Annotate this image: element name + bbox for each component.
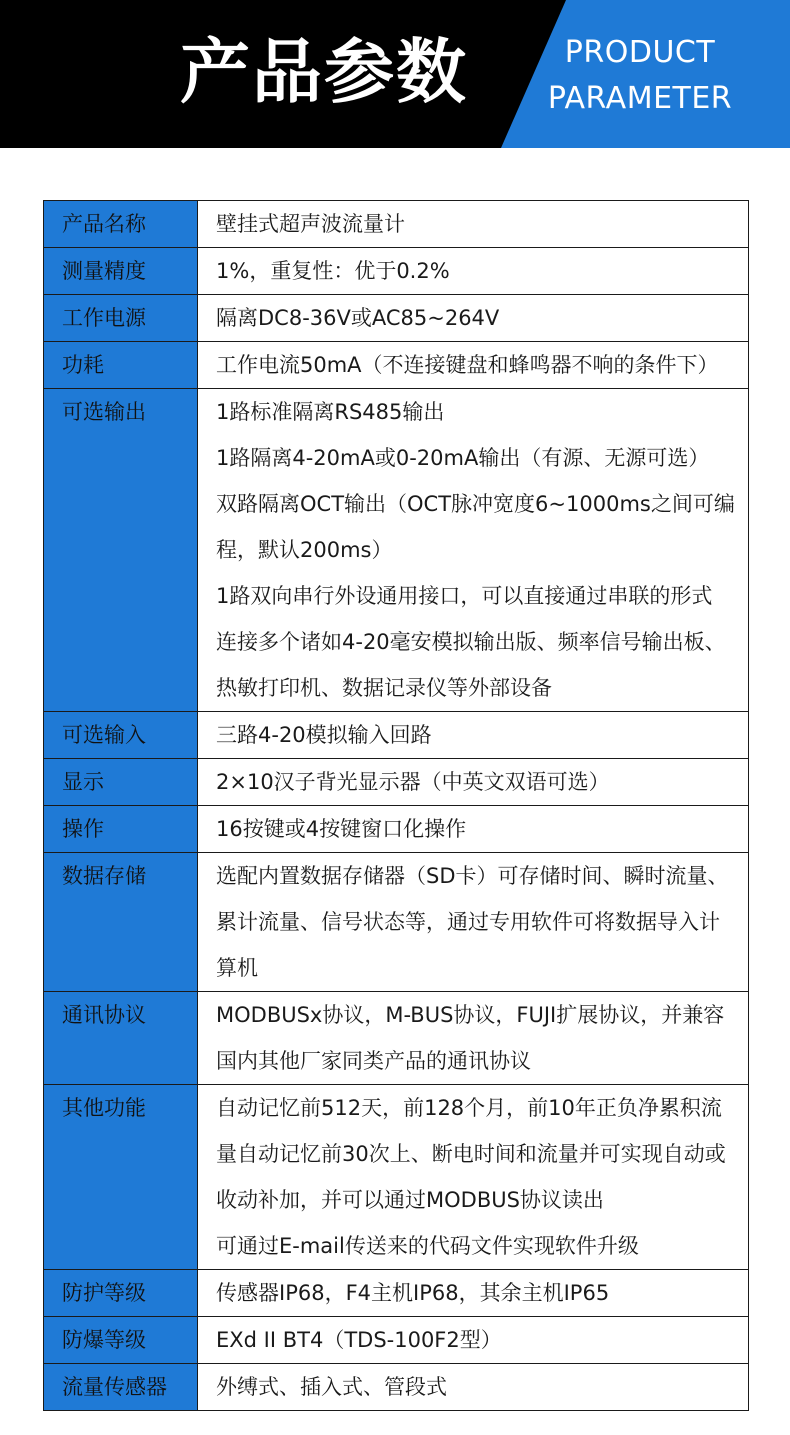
row-label: 工作电源 — [44, 295, 198, 342]
table-row — [44, 1364, 749, 1411]
row-value — [198, 853, 749, 992]
title-en-line-2: PARAMETER — [547, 81, 733, 116]
value-line: 累计流量、信号状态等，通过专用软件可将数据导入计 — [216, 910, 720, 934]
value-line: 工作电流50mA（不连接键盘和蜂鸣器不响的条件下） — [216, 353, 719, 377]
value-line: 可通过E-mail传送来的代码文件实现软件升级 — [216, 1234, 639, 1258]
table-row — [44, 712, 749, 759]
table-row — [44, 853, 749, 992]
value-line: 量自动记忆前30次上、断电时间和流量并可实现自动或 — [216, 1142, 726, 1166]
row-label: 其他功能 — [44, 1085, 198, 1270]
row-value — [198, 201, 749, 248]
row-value — [198, 992, 749, 1085]
value-line: 1%，重复性：优于0.2% — [216, 259, 450, 283]
row-value — [198, 759, 749, 806]
table-row — [44, 1085, 749, 1270]
row-label: 测量精度 — [44, 248, 198, 295]
value-line: 隔离DC8-36V或AC85~264V — [216, 306, 500, 330]
spec-table — [43, 200, 749, 1411]
row-value — [198, 248, 749, 295]
table-row — [44, 342, 749, 389]
value-line: 程，默认200ms） — [216, 538, 393, 562]
row-value — [198, 1364, 749, 1411]
table-row — [44, 201, 749, 248]
row-value — [198, 1317, 749, 1364]
page-title: 产品参数 — [180, 31, 468, 113]
row-label: 显示 — [44, 759, 198, 806]
value-line: 三路4-20模拟输入回路 — [216, 723, 432, 747]
value-line: 算机 — [216, 956, 258, 980]
spec-table-body — [44, 201, 749, 1411]
row-label: 防护等级 — [44, 1270, 198, 1317]
value-line: 国内其他厂家同类产品的通讯协议 — [216, 1049, 531, 1073]
value-line: 传感器IP68，F4主机IP68，其余主机IP65 — [216, 1281, 610, 1305]
table-row — [44, 389, 749, 712]
row-value — [198, 806, 749, 853]
title-en-line-1: PRODUCT — [564, 35, 716, 70]
value-line: 自动记忆前512天，前128个月，前10年正负净累积流 — [216, 1096, 722, 1120]
value-line: 16按键或4按键窗口化操作 — [216, 817, 467, 841]
row-value — [198, 342, 749, 389]
value-line: 选配内置数据存储器（SD卡）可存储时间、瞬时流量、 — [216, 864, 729, 888]
value-line: 双路隔离OCT输出（OCT脉冲宽度6~1000ms之间可编 — [216, 492, 735, 516]
table-row — [44, 1270, 749, 1317]
table-row — [44, 759, 749, 806]
row-label: 可选输出 — [44, 389, 198, 712]
header-banner — [0, 0, 790, 148]
value-line: EXd II BT4（TDS-100F2型） — [216, 1328, 502, 1352]
row-label: 功耗 — [44, 342, 198, 389]
value-line: 2×10汉子背光显示器（中英文双语可选） — [216, 770, 610, 794]
row-label: 可选输入 — [44, 712, 198, 759]
row-label: 操作 — [44, 806, 198, 853]
table-row — [44, 992, 749, 1085]
value-line: 1路标准隔离RS485输出 — [216, 400, 445, 424]
row-value — [198, 712, 749, 759]
row-value — [198, 1085, 749, 1270]
value-line: 连接多个诸如4-20毫安模拟输出版、频率信号输出板、 — [216, 630, 726, 654]
page-title-english — [540, 30, 740, 122]
row-value — [198, 389, 749, 712]
table-row — [44, 248, 749, 295]
table-row — [44, 1317, 749, 1364]
row-value — [198, 1270, 749, 1317]
value-line: MODBUSx协议，M-BUS协议，FUJI扩展协议，并兼容 — [216, 1003, 725, 1027]
table-row — [44, 806, 749, 853]
value-line: 外缚式、插入式、管段式 — [216, 1375, 447, 1399]
value-line: 1路隔离4-20mA或0-20mA输出（有源、无源可选） — [216, 446, 710, 470]
row-value — [198, 295, 749, 342]
row-label: 流量传感器 — [44, 1364, 198, 1411]
value-line: 热敏打印机、数据记录仪等外部设备 — [216, 676, 552, 700]
value-line: 收动补加，并可以通过MODBUS协议读出 — [216, 1188, 604, 1212]
table-row — [44, 295, 749, 342]
value-line: 壁挂式超声波流量计 — [216, 212, 405, 236]
row-label: 产品名称 — [44, 201, 198, 248]
row-label: 数据存储 — [44, 853, 198, 992]
row-label: 通讯协议 — [44, 992, 198, 1085]
value-line: 1路双向串行外设通用接口，可以直接通过串联的形式 — [216, 584, 713, 608]
row-label: 防爆等级 — [44, 1317, 198, 1364]
